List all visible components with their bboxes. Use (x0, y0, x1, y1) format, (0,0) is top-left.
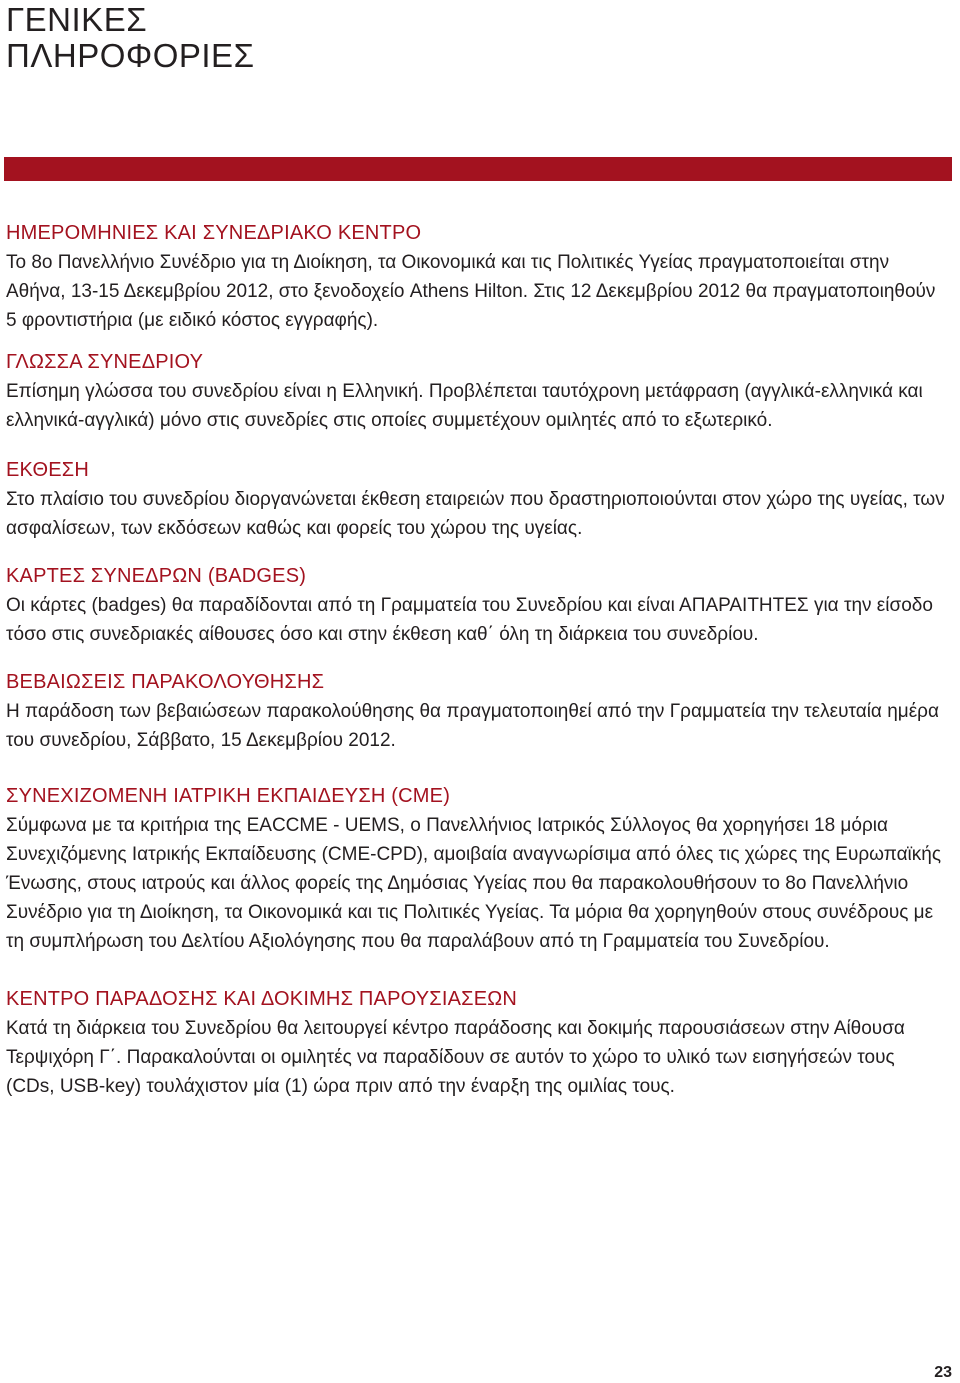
section-body: Η παράδοση των βεβαιώσεων παρακολούθησης θα πραγματοποιηθεί από την Γραμματεία την τελευταία ημέρα του συνεδρίου, Σάββατο, 15 Δεκεμβρίου 2012. (6, 701, 939, 751)
section-body: Κατά τη διάρκεια του Συνεδρίου θα λειτουργεί κέντρο παράδοσης και δοκιμής παρουσιάσεων στην Αίθουσα Τερψιχόρη Γ΄. Παρακαλούνται οι ομιλητές να παραδίδουν σε αυτόν το χώρο το υλικό των εισηγήσεών τους (CDs, USB-key) τουλάχιστον μία (1) ώρα πριν από την έναρξη της ομιλίας τους. (6, 1018, 905, 1097)
page-title-line-2: ΠΛΗΡΟΦΟΡΙΕΣ (6, 37, 255, 74)
section-presentation-center (6, 984, 946, 1101)
page-title (6, 2, 254, 74)
section-body: Το 8ο Πανελλήνιο Συνέδριο για τη Διοίκηση, τα Οικονομικά και τις Πολιτικές Υγείας πραγματοποιείται στην Αθήνα, 13-15 Δεκεμβρίου 2012, στο ξενοδοχείο Athens Hilton. Στις 12 Δεκεμβρίου 2012 θα πραγματοποιηθούν 5 φροντιστήρια (με ειδικό κόστος εγγραφής). (6, 252, 936, 331)
section-cme (6, 781, 946, 956)
section-language (6, 347, 946, 435)
section-heading: ΓΛΩΣΣΑ ΣΥΝΕΔΡΙΟΥ (6, 351, 204, 373)
section-heading: ΚΕΝΤΡΟ ΠΑΡΑΔΟΣΗΣ ΚΑΙ ΔΟΚΙΜΗΣ ΠΑΡΟΥΣΙΑΣΕΩΝ (6, 988, 518, 1010)
section-heading: ΗΜΕΡΟΜΗΝΙΕΣ ΚΑΙ ΣΥΝΕΔΡΙΑΚΟ ΚΕΝΤΡΟ (6, 222, 422, 244)
section-heading: ΒΕΒΑΙΩΣΕΙΣ ΠΑΡΑΚΟΛΟΥΘΗΣΗΣ (6, 671, 325, 693)
page-number: 23 (934, 1364, 952, 1381)
section-heading: ΕΚΘΕΣΗ (6, 459, 89, 481)
header-accent-bar (4, 157, 952, 181)
section-exhibition (6, 455, 946, 543)
section-body: Σύμφωνα με τα κριτήρια της EACCME - UEMS, ο Πανελλήνιος Ιατρικός Σύλλογος θα χορηγήσει 18 μόρια Συνεχιζόμενης Ιατρικής Εκπαίδευσης (CME-CPD), αμοιβαία αναγνωρίσιμα από όλες τις χώρες της Ευρωπαϊκής Ένωσης, στους ιατρούς και άλλος φορείς της Δημόσιας Υγείας που θα παρακολουθήσουν το 8ο Πανελλήνιο Συνέδριο για τη Διοίκηση, τα Οικονομικά και τις Πολιτικές Υγείας. Τα μόρια θα χορηγηθούν στους συνέδρους με τη συμπλήρωση του Δελτίου Αξιολόγησης που θα παραλάβουν από τη Γραμματεία του Συνεδρίου. (6, 815, 941, 952)
section-attendance-certificates (6, 667, 946, 755)
section-body: Επίσημη γλώσσα του συνεδρίου είναι η Ελληνική. Προβλέπεται ταυτόχρονη μετάφραση (αγγλικά-ελληνικά και ελληνικά-αγγλικά) μόνο στις συνεδρίες στις οποίες συμμετέχουν ομιλητές από το εξωτερικό. (6, 381, 923, 431)
section-heading: ΚΑΡΤΕΣ ΣΥΝΕΔΡΩΝ (BADGES) (6, 565, 307, 587)
info-sections (6, 218, 946, 1101)
section-body: Οι κάρτες (badges) θα παραδίδονται από τη Γραμματεία του Συνεδρίου και είναι ΑΠΑΡΑΙΤΗΤΕΣ για την είσοδο τόσο στις συνεδριακές αίθουσες όσο και στην έκθεση καθ΄ όλη τη διάρκεια του συνεδρίου. (6, 595, 933, 645)
page-title-line-1: ΓΕΝΙΚΕΣ (6, 1, 148, 38)
section-body: Στο πλαίσιο του συνεδρίου διοργανώνεται έκθεση εταιρειών που δραστηριοποιούνται στον χώρο της υγείας, των ασφαλίσεων, των εκδόσεων καθώς και φορείς του χώρου της υγείας. (6, 489, 945, 539)
section-heading: ΣΥΝΕΧΙΖΟΜΕΝΗ ΙΑΤΡΙΚΗ ΕΚΠΑΙΔΕΥΣΗ (CME) (6, 785, 451, 807)
section-dates-venue (6, 218, 946, 335)
section-badges (6, 561, 946, 649)
